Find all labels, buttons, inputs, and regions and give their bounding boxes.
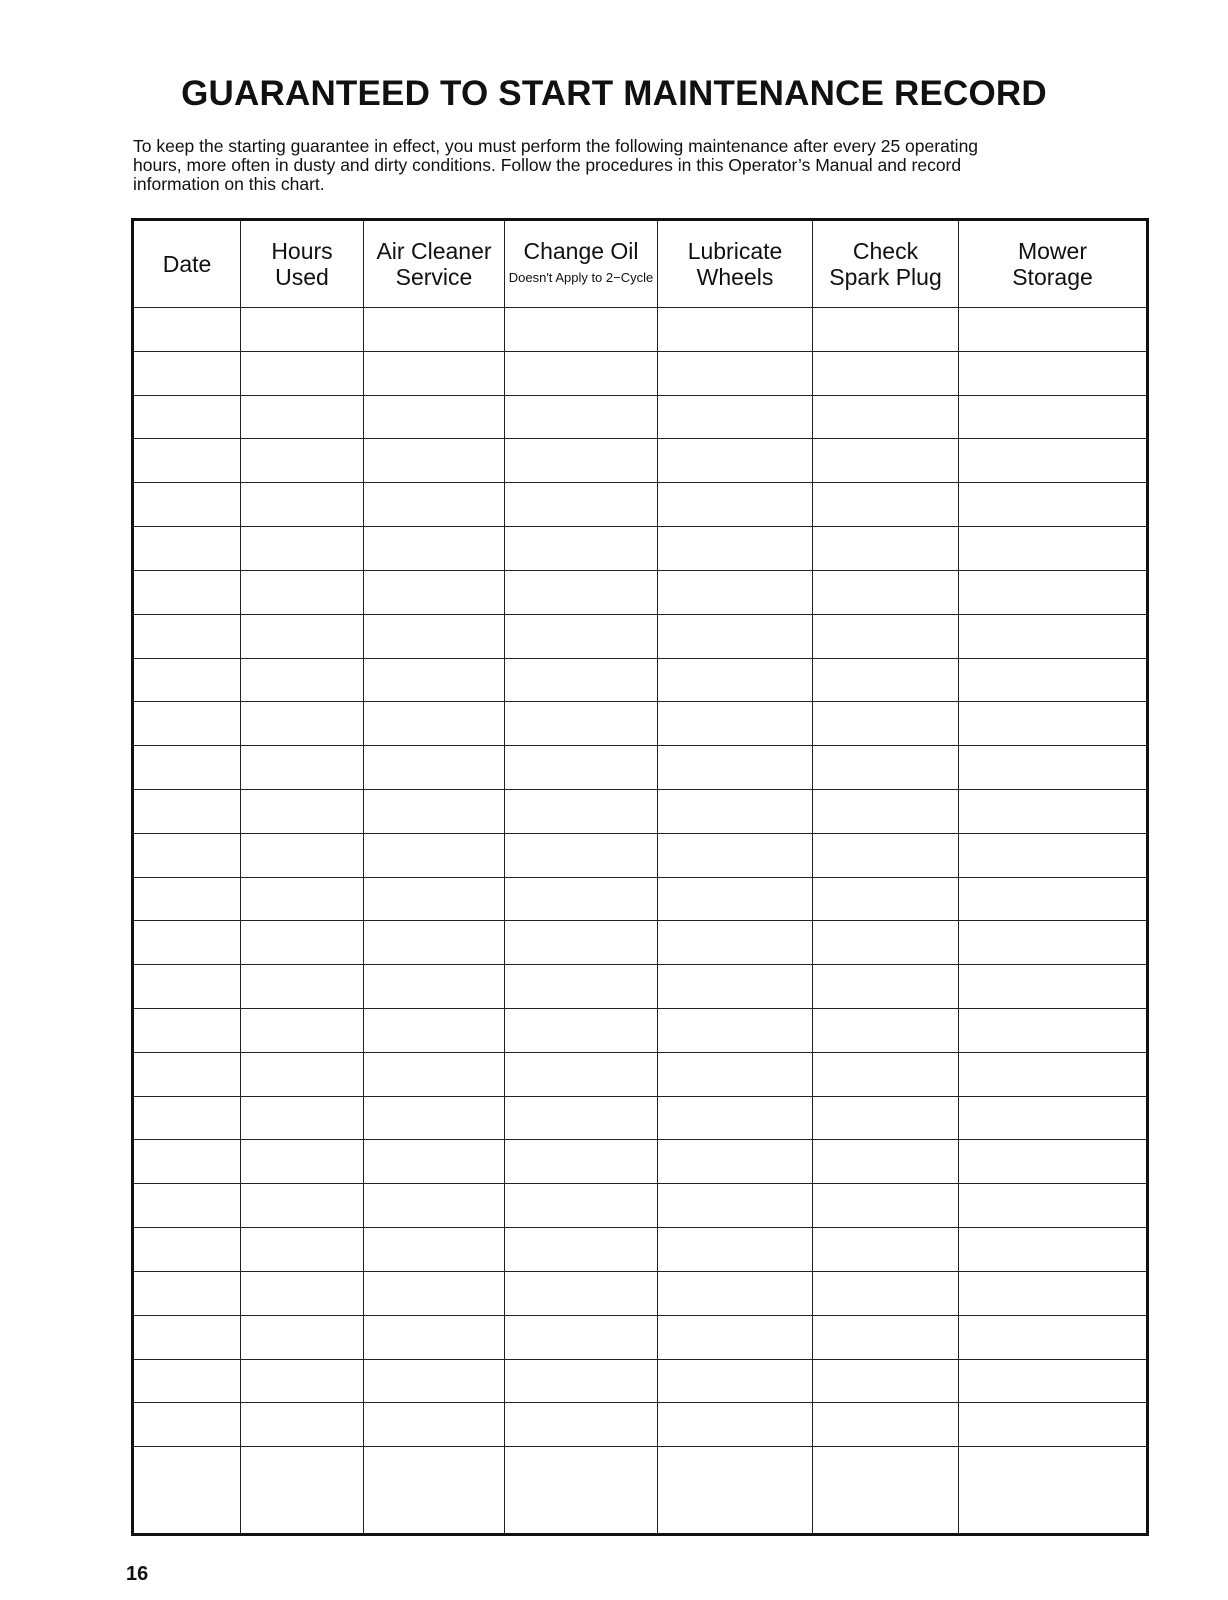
table-cell[interactable]: [364, 570, 505, 614]
table-cell[interactable]: [364, 351, 505, 395]
table-cell[interactable]: [813, 1359, 959, 1403]
table-cell[interactable]: [658, 1096, 813, 1140]
table-cell[interactable]: [364, 1315, 505, 1359]
header-label: Date: [162, 251, 212, 277]
table-cell[interactable]: [133, 308, 241, 352]
table-cell[interactable]: [813, 439, 959, 483]
table-cell[interactable]: [133, 570, 241, 614]
table-row: [133, 1140, 1148, 1184]
table-cell[interactable]: [241, 483, 364, 527]
table-cell[interactable]: [505, 1184, 658, 1228]
table-cell[interactable]: [241, 614, 364, 658]
table-cell[interactable]: [364, 1052, 505, 1096]
table-cell[interactable]: [364, 527, 505, 571]
table-cell[interactable]: [959, 1271, 1148, 1315]
table-cell[interactable]: [364, 1140, 505, 1184]
header-label: Hours: [271, 238, 333, 264]
table-cell[interactable]: [133, 483, 241, 527]
table-cell[interactable]: [133, 1315, 241, 1359]
table-cell[interactable]: [241, 1184, 364, 1228]
header-label: Spark Plug: [829, 264, 942, 290]
table-cell[interactable]: [364, 746, 505, 790]
table-cell[interactable]: [959, 1009, 1148, 1053]
table-cell[interactable]: [658, 877, 813, 921]
table-cell[interactable]: [813, 1052, 959, 1096]
table-cell[interactable]: [241, 1359, 364, 1403]
table-cell[interactable]: [505, 439, 658, 483]
table-cell[interactable]: [959, 1184, 1148, 1228]
table-cell[interactable]: [133, 1447, 241, 1535]
table-cell[interactable]: [505, 1052, 658, 1096]
table-cell[interactable]: [813, 614, 959, 658]
table-cell[interactable]: [364, 965, 505, 1009]
table-cell[interactable]: [241, 439, 364, 483]
table-cell[interactable]: [959, 395, 1148, 439]
table-cell[interactable]: [959, 877, 1148, 921]
table-cell[interactable]: [813, 702, 959, 746]
table-row: [133, 789, 1148, 833]
table-cell[interactable]: [364, 1447, 505, 1535]
table-cell[interactable]: [813, 1140, 959, 1184]
table-cell[interactable]: [133, 833, 241, 877]
table-row: [133, 1228, 1148, 1272]
table-cell[interactable]: [505, 833, 658, 877]
intro-line: To keep the starting guarantee in effect, you must perform the following maintenance after every 25 operating: [133, 136, 979, 156]
table-cell[interactable]: [959, 1140, 1148, 1184]
column-header-hours-used: [241, 220, 364, 308]
table-cell[interactable]: [658, 1009, 813, 1053]
table-cell[interactable]: [505, 614, 658, 658]
table-cell[interactable]: [364, 877, 505, 921]
table-cell[interactable]: [658, 351, 813, 395]
table-cell[interactable]: [813, 395, 959, 439]
header-label: Check: [852, 238, 919, 264]
table-cell[interactable]: [133, 351, 241, 395]
table-cell[interactable]: [364, 1271, 505, 1315]
table-cell[interactable]: [813, 789, 959, 833]
table-row: [133, 965, 1148, 1009]
table-cell[interactable]: [505, 351, 658, 395]
table-row: [133, 527, 1148, 571]
table-cell[interactable]: [505, 1403, 658, 1447]
table-cell[interactable]: [959, 921, 1148, 965]
table-cell[interactable]: [133, 877, 241, 921]
table-cell[interactable]: [241, 527, 364, 571]
table-cell[interactable]: [959, 1228, 1148, 1272]
table-cell[interactable]: [658, 1447, 813, 1535]
table-cell[interactable]: [959, 658, 1148, 702]
table-cell[interactable]: [813, 1447, 959, 1535]
table-cell[interactable]: [959, 614, 1148, 658]
table-cell[interactable]: [364, 308, 505, 352]
table-cell[interactable]: [241, 1140, 364, 1184]
header-note: Doesn't Apply to 2−Cycle: [508, 269, 654, 285]
table-cell[interactable]: [959, 527, 1148, 571]
table-cell[interactable]: [505, 1315, 658, 1359]
table-cell[interactable]: [658, 702, 813, 746]
table-cell[interactable]: [658, 1403, 813, 1447]
table-cell[interactable]: [133, 527, 241, 571]
table-cell[interactable]: [241, 308, 364, 352]
table-cell[interactable]: [364, 1184, 505, 1228]
header-label: Change Oil: [523, 237, 639, 264]
table-cell[interactable]: [241, 1315, 364, 1359]
table-cell[interactable]: [959, 1447, 1148, 1535]
table-cell[interactable]: [813, 1009, 959, 1053]
table-cell[interactable]: [241, 1052, 364, 1096]
table-cell[interactable]: [505, 746, 658, 790]
table-row: [133, 1359, 1148, 1403]
table-cell[interactable]: [658, 789, 813, 833]
table-cell[interactable]: [241, 746, 364, 790]
table-cell[interactable]: [959, 965, 1148, 1009]
table-cell[interactable]: [505, 308, 658, 352]
table-cell[interactable]: [505, 1447, 658, 1535]
table-cell[interactable]: [364, 833, 505, 877]
table-cell[interactable]: [133, 1096, 241, 1140]
table-cell[interactable]: [133, 1052, 241, 1096]
table-cell[interactable]: [241, 702, 364, 746]
table-row: [133, 483, 1148, 527]
column-header-air-cleaner-service: [364, 220, 505, 308]
table-cell[interactable]: [133, 1359, 241, 1403]
table-cell[interactable]: [364, 483, 505, 527]
table-cell[interactable]: [658, 1271, 813, 1315]
table-cell[interactable]: [241, 921, 364, 965]
table-cell[interactable]: [364, 1096, 505, 1140]
table-cell[interactable]: [133, 1403, 241, 1447]
table-cell[interactable]: [241, 1271, 364, 1315]
table-row: [133, 746, 1148, 790]
record-body: [133, 308, 1148, 1535]
table-cell[interactable]: [241, 1096, 364, 1140]
table-cell[interactable]: [813, 833, 959, 877]
column-header-lubricate-wheels: [658, 220, 813, 308]
table-row: [133, 308, 1148, 352]
table-cell[interactable]: [959, 1096, 1148, 1140]
table-row: [133, 1447, 1148, 1535]
column-header-check-spark-plug: [813, 220, 959, 308]
table-cell[interactable]: [505, 483, 658, 527]
table-cell[interactable]: [658, 570, 813, 614]
table-row: [133, 1052, 1148, 1096]
table-row: [133, 658, 1148, 702]
table-cell[interactable]: [505, 1140, 658, 1184]
table-cell[interactable]: [364, 439, 505, 483]
column-header-date: [133, 220, 241, 308]
table-row: [133, 833, 1148, 877]
header-label: Air Cleaner: [376, 238, 492, 264]
table-cell[interactable]: [241, 1228, 364, 1272]
table-cell[interactable]: [241, 877, 364, 921]
table-cell[interactable]: [658, 439, 813, 483]
table-cell[interactable]: [813, 1315, 959, 1359]
table-cell[interactable]: [241, 395, 364, 439]
table-cell[interactable]: [133, 1184, 241, 1228]
table-cell[interactable]: [241, 789, 364, 833]
table-row: [133, 1009, 1148, 1053]
table-cell[interactable]: [658, 921, 813, 965]
table-cell[interactable]: [959, 570, 1148, 614]
table-cell[interactable]: [364, 395, 505, 439]
table-cell[interactable]: [241, 351, 364, 395]
table-cell[interactable]: [505, 395, 658, 439]
table-cell[interactable]: [241, 1009, 364, 1053]
intro-paragraph: [133, 137, 1133, 194]
intro-line: hours, more often in dusty and dirty conditions. Follow the procedures in this Operator’s Manual and record: [133, 155, 962, 175]
table-row: [133, 1315, 1148, 1359]
table-cell[interactable]: [505, 527, 658, 571]
table-cell[interactable]: [959, 746, 1148, 790]
table-cell[interactable]: [658, 614, 813, 658]
table-cell[interactable]: [133, 439, 241, 483]
table-row: [133, 921, 1148, 965]
table-row: [133, 439, 1148, 483]
table-cell[interactable]: [505, 1271, 658, 1315]
table-cell[interactable]: [133, 921, 241, 965]
table-cell[interactable]: [959, 1403, 1148, 1447]
table-cell[interactable]: [813, 527, 959, 571]
column-header-change-oil: [505, 220, 658, 308]
table-cell[interactable]: [813, 570, 959, 614]
table-cell[interactable]: [505, 702, 658, 746]
table-cell[interactable]: [658, 527, 813, 571]
table-cell[interactable]: [813, 1184, 959, 1228]
table-cell[interactable]: [658, 658, 813, 702]
table-cell[interactable]: [658, 1228, 813, 1272]
table-cell[interactable]: [364, 1403, 505, 1447]
table-cell[interactable]: [364, 1009, 505, 1053]
table-row: [133, 351, 1148, 395]
table-cell[interactable]: [241, 833, 364, 877]
table-cell[interactable]: [133, 702, 241, 746]
page-title: GUARANTEED TO START MAINTENANCE RECORD: [181, 74, 1047, 113]
table-row: [133, 877, 1148, 921]
table-cell[interactable]: [505, 965, 658, 1009]
table-row: [133, 702, 1148, 746]
table-cell[interactable]: [133, 395, 241, 439]
column-header-mower-storage: [959, 220, 1148, 308]
header-label: Service: [395, 264, 473, 290]
table-cell[interactable]: [813, 1271, 959, 1315]
table-cell[interactable]: [658, 1052, 813, 1096]
table-cell[interactable]: [133, 1140, 241, 1184]
table-row: [133, 395, 1148, 439]
maintenance-record-table: [131, 218, 1149, 1536]
table-row: [133, 1271, 1148, 1315]
table-row: [133, 1096, 1148, 1140]
table-cell[interactable]: [658, 308, 813, 352]
table-cell[interactable]: [364, 789, 505, 833]
table-cell[interactable]: [813, 1096, 959, 1140]
table-cell[interactable]: [658, 746, 813, 790]
header-label: Lubricate: [687, 238, 783, 264]
table-cell[interactable]: [241, 965, 364, 1009]
table-cell[interactable]: [505, 1009, 658, 1053]
table-cell[interactable]: [959, 789, 1148, 833]
table-cell[interactable]: [133, 1271, 241, 1315]
table-cell[interactable]: [364, 1359, 505, 1403]
table-cell[interactable]: [133, 1228, 241, 1272]
table-cell[interactable]: [813, 746, 959, 790]
table-cell[interactable]: [505, 658, 658, 702]
table-cell[interactable]: [813, 1403, 959, 1447]
table-cell[interactable]: [241, 1447, 364, 1535]
table-row: [133, 1184, 1148, 1228]
page-number: 16: [126, 1563, 149, 1585]
table-cell[interactable]: [813, 658, 959, 702]
table-cell[interactable]: [505, 1359, 658, 1403]
header-label: Used: [275, 264, 329, 290]
table-cell[interactable]: [658, 1359, 813, 1403]
table-cell[interactable]: [959, 1315, 1148, 1359]
table-cell[interactable]: [505, 789, 658, 833]
table-cell[interactable]: [813, 877, 959, 921]
table-cell[interactable]: [133, 1009, 241, 1053]
table-cell[interactable]: [813, 483, 959, 527]
table-cell[interactable]: [505, 921, 658, 965]
table-cell[interactable]: [241, 1403, 364, 1447]
table-cell[interactable]: [959, 483, 1148, 527]
table-cell[interactable]: [241, 658, 364, 702]
table-cell[interactable]: [658, 1140, 813, 1184]
table-cell[interactable]: [959, 308, 1148, 352]
table-cell[interactable]: [133, 789, 241, 833]
table-cell[interactable]: [959, 351, 1148, 395]
table-cell[interactable]: [133, 965, 241, 1009]
table-cell[interactable]: [813, 1228, 959, 1272]
table-cell[interactable]: [959, 1359, 1148, 1403]
table-cell[interactable]: [959, 439, 1148, 483]
table-cell[interactable]: [658, 1315, 813, 1359]
table-cell[interactable]: [241, 570, 364, 614]
header-label: Storage: [1012, 264, 1093, 290]
table-cell[interactable]: [959, 702, 1148, 746]
table-cell[interactable]: [364, 658, 505, 702]
table-cell[interactable]: [658, 395, 813, 439]
table-cell[interactable]: [505, 877, 658, 921]
table-cell[interactable]: [133, 658, 241, 702]
header-row: [133, 220, 1148, 308]
header-label: Mower: [1017, 238, 1087, 264]
table-cell[interactable]: [813, 351, 959, 395]
table-cell[interactable]: [813, 921, 959, 965]
table-cell[interactable]: [364, 921, 505, 965]
table-row: [133, 570, 1148, 614]
table-cell[interactable]: [959, 833, 1148, 877]
table-cell[interactable]: [364, 702, 505, 746]
table-cell[interactable]: [133, 614, 241, 658]
header-label: Wheels: [696, 264, 774, 290]
intro-line: information on this chart.: [133, 174, 325, 194]
table-cell[interactable]: [364, 1228, 505, 1272]
table-cell[interactable]: [658, 833, 813, 877]
table-cell[interactable]: [505, 1096, 658, 1140]
table-cell[interactable]: [813, 965, 959, 1009]
table-cell[interactable]: [364, 614, 505, 658]
table-cell[interactable]: [133, 746, 241, 790]
table-cell[interactable]: [959, 1052, 1148, 1096]
table-cell[interactable]: [658, 483, 813, 527]
table-cell[interactable]: [813, 308, 959, 352]
table-cell[interactable]: [505, 1228, 658, 1272]
table-cell[interactable]: [658, 1184, 813, 1228]
table-row: [133, 1403, 1148, 1447]
table-row: [133, 614, 1148, 658]
table-cell[interactable]: [505, 570, 658, 614]
table-cell[interactable]: [658, 965, 813, 1009]
